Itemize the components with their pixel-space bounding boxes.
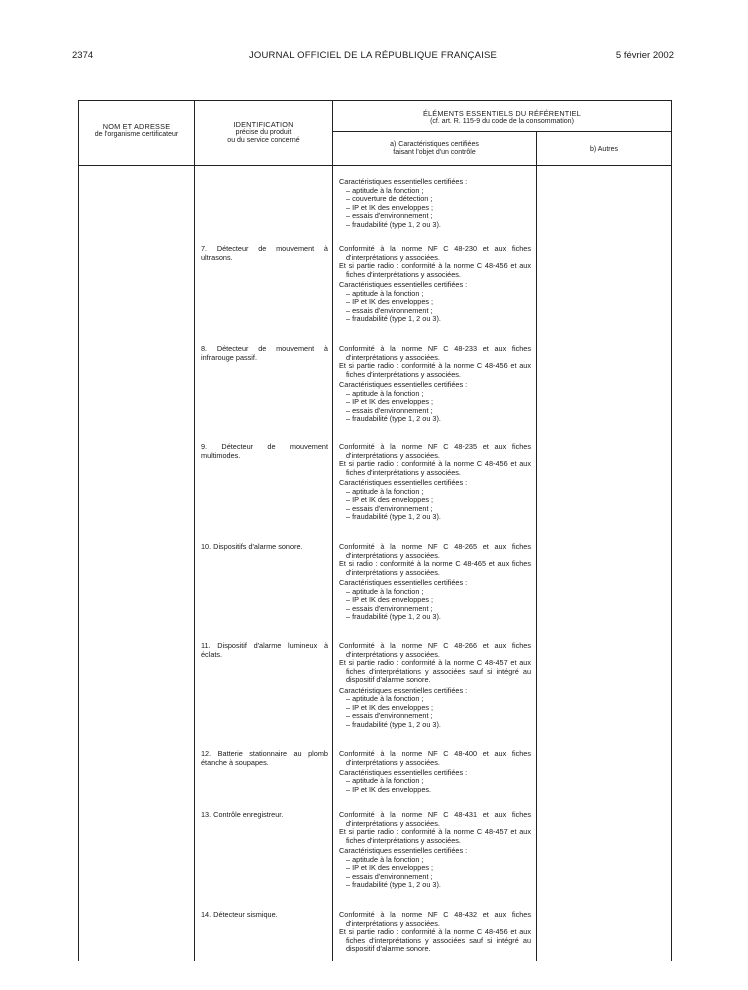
list-item: – aptitude à la fonction ; [346,586,424,596]
radio-conformity: Et si partie radio : conformité à la norme C 48-456 et aux fiches d'interprétations y associées sauf si intégré au dispositif d'alarme sonore. [339,927,531,954]
norm-conformity: Conformité à la norme NF C 48-266 et aux fiches d'interprétations y associées. [339,641,531,659]
list-item: – fraudabilité (type 1, 2 ou 3). [346,414,441,424]
list-item: – aptitude à la fonction ; [346,288,424,298]
characteristics-heading: Caractéristiques essentielles certifiées : [339,477,468,487]
column-divider [332,101,333,961]
referential-table [78,100,672,961]
list-item: – IP et IK des enveloppes. [346,784,432,794]
list-item: – fraudabilité (type 1, 2 ou 3). [346,612,441,622]
list-item: – IP et IK des enveloppes ; [346,202,434,212]
list-item: – aptitude à la fonction ; [346,185,424,195]
list-item: – IP et IK des enveloppes ; [346,863,434,873]
list-item: – essais d'environnement ; [346,405,433,415]
radio-conformity: Et si partie radio : conformité à la norme C 48-457 et aux fiches d'interprétations y associées. [339,827,531,845]
norm-conformity: Conformité à la norme NF C 48-233 et aux fiches d'interprétations y associées. [339,344,531,362]
characteristics-heading: Caractéristiques essentielles certifiées : [339,577,468,587]
list-item: – IP et IK des enveloppes ; [346,495,434,505]
col-header-title: ÉLÉMENTS ESSENTIELS DU RÉFÉRENTIEL [422,109,582,118]
header-rule [332,131,671,132]
norm-conformity: Conformité à la norme NF C 48-431 et aux fiches d'interprétations y associées. [339,810,531,828]
list-item: – essais d'environnement ; [346,211,433,221]
list-item: – essais d'environnement ; [346,871,433,881]
list-item: – essais d'environnement ; [346,305,433,315]
referential-entry [339,443,531,522]
product-identification: 11. Dispositif d'alarme lumineux à éclats. [201,641,328,659]
col-header-subtitle: b) Autres [589,146,618,153]
col-header-subtitle: de l'organisme certificateur [94,131,179,138]
list-item: – fraudabilité (type 1, 2 ou 3). [346,219,441,229]
list-item: – essais d'environnement ; [346,503,433,513]
list-item: – aptitude à la fonction ; [346,388,424,398]
norm-conformity: Conformité à la norme NF C 48-400 et aux fiches d'interprétations y associées. [339,749,531,767]
referential-entry [339,750,531,795]
col-header-subtitle: a) Caractéristiques certifiées [390,141,479,148]
col-header-subtitle: précise du produit [235,129,292,136]
product-identification: 8. Détecteur de mouvement à infrarouge passif. [201,344,328,362]
referential-entry [339,543,531,622]
col-header-subtitle: ou du service concerné [227,137,300,144]
product-identification: 14. Détecteur sismique. [201,910,278,919]
list-item: – fraudabilité (type 1, 2 ou 3). [346,314,441,324]
norm-conformity: Conformité à la norme NF C 48-230 et aux fiches d'interprétations y associées. [339,244,531,262]
list-item: – IP et IK des enveloppes ; [346,595,434,605]
list-item: – IP et IK des enveloppes ; [346,297,434,307]
col-header-certified [333,141,536,157]
radio-conformity: Et si radio : conformité à la norme C 48-465 et aux fiches d'interprétations y associées. [339,559,531,577]
radio-conformity: Et si partie radio : conformité à la norme C 48-456 et aux fiches d'interprétations y associées. [339,361,531,379]
col-header-title: NOM ET ADRESSE [102,122,171,131]
col-header-subtitle: faisant l'objet d'un contrôle [393,149,476,156]
list-item: – couverture de détection ; [346,194,433,204]
referential-entry [339,345,531,424]
list-item: – IP et IK des enveloppes ; [346,397,434,407]
list-item: – fraudabilité (type 1, 2 ou 3). [346,880,441,890]
characteristics-heading: Caractéristiques essentielles certifiées : [339,845,468,855]
characteristics-heading: Caractéristiques essentielles certifiées : [339,177,468,186]
col-header-identification [195,121,332,145]
col-header-others [537,146,671,154]
norm-conformity: Conformité à la norme NF C 48-432 et aux fiches d'interprétations y associées. [339,910,531,928]
norm-conformity: Conformité à la norme NF C 48-265 et aux fiches d'interprétations y associées. [339,542,531,560]
characteristics-heading: Caractéristiques essentielles certifiées : [339,279,468,289]
norm-conformity: Conformité à la norme NF C 48-235 et aux fiches d'interprétations y associées. [339,442,531,460]
header-rule [79,165,671,166]
characteristics-heading: Caractéristiques essentielles certifiées : [339,767,468,777]
list-item: – fraudabilité (type 1, 2 ou 3). [346,719,441,729]
page-header [72,50,674,64]
col-header-organisme [79,123,194,139]
referential-entry [339,642,531,730]
continued-characteristics [339,178,531,230]
referential-entry [339,245,531,324]
col-header-elements [333,110,671,126]
characteristics-heading: Caractéristiques essentielles certifiées : [339,685,468,695]
product-identification: 9. Détecteur de mouvement multimodes. [201,442,328,460]
col-header-subtitle: (cf. art. R. 115-9 du code de la consommation) [430,118,574,125]
list-item: – fraudabilité (type 1, 2 ou 3). [346,512,441,522]
list-item: – aptitude à la fonction ; [346,486,424,496]
product-identification: 12. Batterie stationnaire au plomb étanche à soupapes. [201,749,328,767]
list-item: – aptitude à la fonction ; [346,854,424,864]
column-divider [194,101,195,961]
list-item: – essais d'environnement ; [346,603,433,613]
referential-entry [339,911,531,954]
journal-title: JOURNAL OFFICIEL DE LA RÉPUBLIQUE FRANÇAISE [248,50,498,61]
list-item: – aptitude à la fonction ; [346,776,424,786]
characteristics-heading: Caractéristiques essentielles certifiées : [339,379,468,389]
list-item: – aptitude à la fonction ; [346,694,424,704]
list-item: – IP et IK des enveloppes ; [346,702,434,712]
product-identification: 10. Dispositifs d'alarme sonore. [201,542,303,551]
referential-entry [339,811,531,890]
page-number: 2374 [72,50,94,61]
publication-date: 5 février 2002 [615,50,674,61]
list-item: – essais d'environnement ; [346,711,433,721]
radio-conformity: Et si partie radio : conformité à la norme C 48-457 et aux fiches d'interprétations y associées sauf si intégré au dispositif d'alarme sonore. [339,658,531,685]
radio-conformity: Et si partie radio : conformité à la norme C 48-456 et aux fiches d'interprétations y associées. [339,261,531,279]
col-header-title: IDENTIFICATION [233,120,294,129]
product-identification: 7. Détecteur de mouvement à ultrasons. [201,244,328,262]
product-identification: 13. Contrôle enregistreur. [201,810,284,819]
radio-conformity: Et si partie radio : conformité à la norme C 48-456 et aux fiches d'interprétations y associées. [339,459,531,477]
column-divider [536,131,537,961]
